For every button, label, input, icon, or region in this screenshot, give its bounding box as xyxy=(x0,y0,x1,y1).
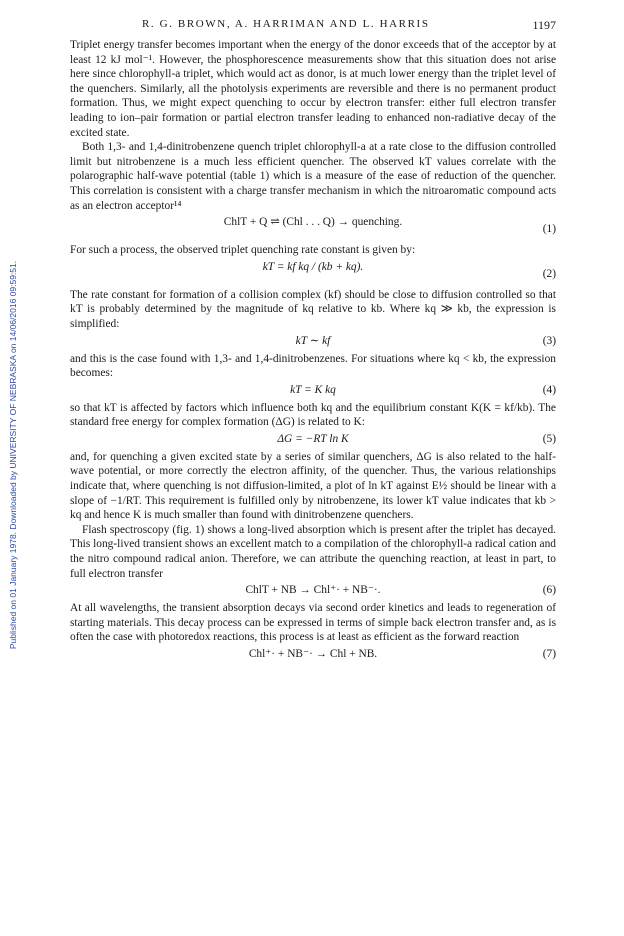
equation-text: ChlT + Q ⇌ (Chl . . . Q) → quenching. xyxy=(223,216,403,229)
paragraph: At all wavelengths, the transient absorption decays via second order kinetics and leads to regeneration of starting materials. This decay process can be expressed in terms of simple back electron transfer and, as is often the case with photoredox reactions, this process is at least as efficient as the forward reaction xyxy=(70,602,556,644)
equation-number: (3) xyxy=(542,334,556,347)
paragraph: so that kT is affected by factors which influence both kq and the equilibrium constant K(K = kf/kb). The standard free energy for complex formation (ΔG) is related to K: xyxy=(70,401,556,429)
equation-number: (2) xyxy=(542,267,556,280)
equation-number: (6) xyxy=(542,584,556,597)
equation-text: ΔG = −RT ln K xyxy=(277,432,349,445)
running-head: R. G. BROWN, A. HARRIMAN AND L. HARRIS xyxy=(142,18,430,30)
paragraph: The rate constant for formation of a collision complex (kf) should be close to diffusion controlled so that kT is probably determined by the magnitude of kq relative to kb. Where kq ≫ kb, the expression is simplified: xyxy=(70,288,556,330)
equation-text: ChlT + NB → Chl⁺· + NB⁻·. xyxy=(245,584,381,597)
equation-3 xyxy=(70,334,556,350)
equation-number: (7) xyxy=(542,648,556,660)
publication-note: Published on 01 January 1978. Downloaded by UNIVERSITY OF NEBRASKA on 14/06/2016 09:59:51. xyxy=(8,260,18,650)
paragraph: and, for quenching a given excited state by a series of similar quenchers, ΔG is also related to the half-wave potential, or more correctly the electron affinity, of the quencher. Thus, the various relationships indicate that, where quenching is not diffusion-limited, a plot of ln kT against E½ should be linear with a slope of −1/RT. This requirement is fulfilled only by nitrobenzene, its lower kT value indicates that kb > kq and hence K is much smaller than found with dinitrobenzene quenchers. xyxy=(70,450,556,522)
side-note xyxy=(0,0,22,936)
equation-text: kT = kf kq / (kb + kq). xyxy=(262,260,364,273)
equation-text: kT ∼ kf xyxy=(295,334,331,347)
equation-number: (4) xyxy=(542,383,556,396)
paragraph: and this is the case found with 1,3- and 1,4-dinitrobenzenes. For situations where kq < kb, the expression becomes: xyxy=(70,352,556,380)
equation-text: Chl⁺· + NB⁻· → Chl + NB. xyxy=(248,648,378,660)
page-header xyxy=(70,18,556,34)
equation-number: (1) xyxy=(542,223,556,236)
equation-5 xyxy=(70,432,556,448)
equation-text: kT = K kq xyxy=(290,383,336,396)
paragraph: Flash spectroscopy (fig. 1) shows a long-lived absorption which is present after the triplet has decayed. This long-lived transient shows an excellent match to a compilation of the chlorophyll-a radical cation and the nitro compound radical anion. Therefore, we can attribute the quenching reaction, at least in part, to full electron transfer xyxy=(70,523,556,580)
equation-7 xyxy=(70,647,556,663)
equation-6 xyxy=(70,583,556,599)
equation-number: (5) xyxy=(542,432,556,445)
paragraph: Both 1,3- and 1,4-dinitrobenzene quench triplet chlorophyll-a at a rate close to the diffusion controlled limit but nitrobenzene is a much less efficient quencher. The observed kT values correlate with the polarographic half-wave potential (table 1) which is a measure of the ease of reduction of the quencher. This correlation is consistent with a charge transfer mechanism in which the nitroaromatic compound acts as an electron acceptor¹⁴ xyxy=(70,141,556,212)
article-body xyxy=(70,38,556,665)
paragraph: For such a process, the observed triplet quenching rate constant is given by: xyxy=(70,244,416,257)
paragraph: Triplet energy transfer becomes important when the energy of the donor exceeds that of the acceptor by at least 12 kJ mol⁻¹. However, the phosphorescence measurements show that this situation does not arise here since chlorophyll-a triplet, which would act as donor, is at much lower energy than the triplet level of the quenchers. Similarly, all the photolysis experiments are reversible and there is no permanent product formation. Thus, we might expect quenching to occur by electron transfer: either full electron transfer leading to ion–pair formation or partial electron transfer leading to enhanced non-radiative decay of the excited state. xyxy=(70,39,556,139)
equation-1 xyxy=(70,215,556,241)
page-number: 1197 xyxy=(532,18,556,32)
equation-4 xyxy=(70,383,556,399)
equation-2 xyxy=(70,260,556,286)
